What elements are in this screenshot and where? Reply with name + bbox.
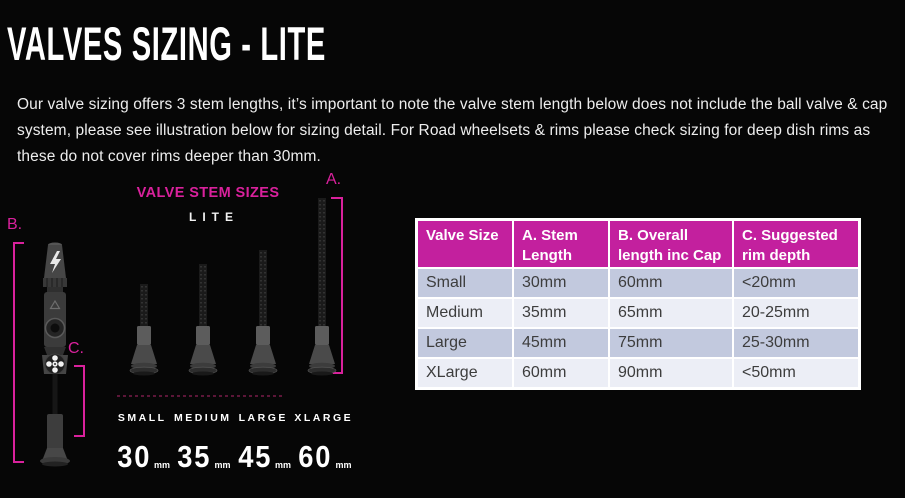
table-cell: Large	[418, 329, 512, 357]
stem-illustrations	[114, 196, 352, 376]
stem-size-value: 45	[237, 439, 272, 474]
table-cell: 60mm	[514, 359, 608, 387]
table-header-overall-length: B. Overall length inc Cap	[610, 221, 732, 267]
measurement-label-a: A.	[326, 171, 342, 188]
table-cell: <20mm	[734, 269, 858, 297]
table-cell: 90mm	[610, 359, 732, 387]
measurement-label-b: B.	[7, 216, 23, 233]
stem-size-medium	[173, 439, 234, 474]
valve-sizing-table	[415, 218, 861, 390]
table-cell: Small	[418, 269, 512, 297]
table-cell: 60mm	[610, 269, 732, 297]
stem-size-unit: mm	[214, 460, 231, 470]
table-cell: 45mm	[514, 329, 608, 357]
table-header-valve-size: Valve Size	[418, 221, 512, 267]
stem-size-unit: mm	[274, 460, 291, 470]
table-cell: XLarge	[418, 359, 512, 387]
page-title: VALVES SIZING - LITE	[7, 17, 326, 70]
table-cell: Medium	[418, 299, 512, 327]
table-cell: 65mm	[610, 299, 732, 327]
valve-neck	[47, 287, 63, 292]
table-cell: 25-30mm	[734, 329, 858, 357]
stem-size-value: 35	[177, 439, 212, 474]
stem-size-xlarge	[294, 439, 355, 474]
intro-paragraph: Our valve sizing offers 3 stem lengths, it’s important to note the valve stem length below does not include the ball valve & cap system, please see illustration below for sizing detail. For Road wheelsets & rims please check sizing for deep dish rims as these do not cover rims deeper than 30mm.	[17, 96, 888, 165]
diagram-heading: VALVE STEM SIZES	[136, 185, 280, 201]
stem-illustration-small	[127, 284, 161, 376]
diagram-subheading: LITE	[189, 210, 239, 224]
table-cell: 20-25mm	[734, 299, 858, 327]
knob-dot-w	[46, 361, 52, 367]
stem-illustration-large	[246, 250, 280, 376]
stem-name-small: SMALL	[117, 412, 167, 424]
table-header-rim-depth: C. Suggested rim depth	[734, 221, 858, 267]
knob-dot-n	[52, 355, 58, 361]
table-cell: 75mm	[610, 329, 732, 357]
stem-size-row	[112, 439, 354, 474]
knob-dot-s	[52, 367, 58, 373]
measurement-bracket-c	[74, 365, 85, 437]
stem-size-unit: mm	[153, 460, 170, 470]
stem-illustration-medium	[186, 264, 220, 376]
stem-name-large: LARGE	[238, 412, 288, 424]
table-cell: <50mm	[734, 359, 858, 387]
stem-size-value: 60	[298, 439, 333, 474]
table-header-stem-length: A. Stem Length	[514, 221, 608, 267]
stem-size-unit: mm	[335, 460, 352, 470]
table-cell: 30mm	[514, 269, 608, 297]
knob-dot-e	[58, 361, 64, 367]
stem-size-small	[112, 439, 173, 474]
valve-port-inner	[51, 324, 60, 333]
stem-name-xlarge: XLARGE	[294, 412, 354, 424]
stem-size-large	[233, 439, 294, 474]
knob-dot-center	[54, 363, 56, 365]
table-cell: 35mm	[514, 299, 608, 327]
stem-size-value: 30	[116, 439, 151, 474]
measurement-label-c: C.	[68, 340, 84, 357]
stem-name-medium: MEDIUM	[173, 412, 232, 424]
valve-base-plate	[42, 462, 68, 467]
dashed-divider	[117, 395, 285, 397]
stem-illustration-xlarge	[305, 198, 339, 376]
stem-name-row	[112, 412, 354, 424]
